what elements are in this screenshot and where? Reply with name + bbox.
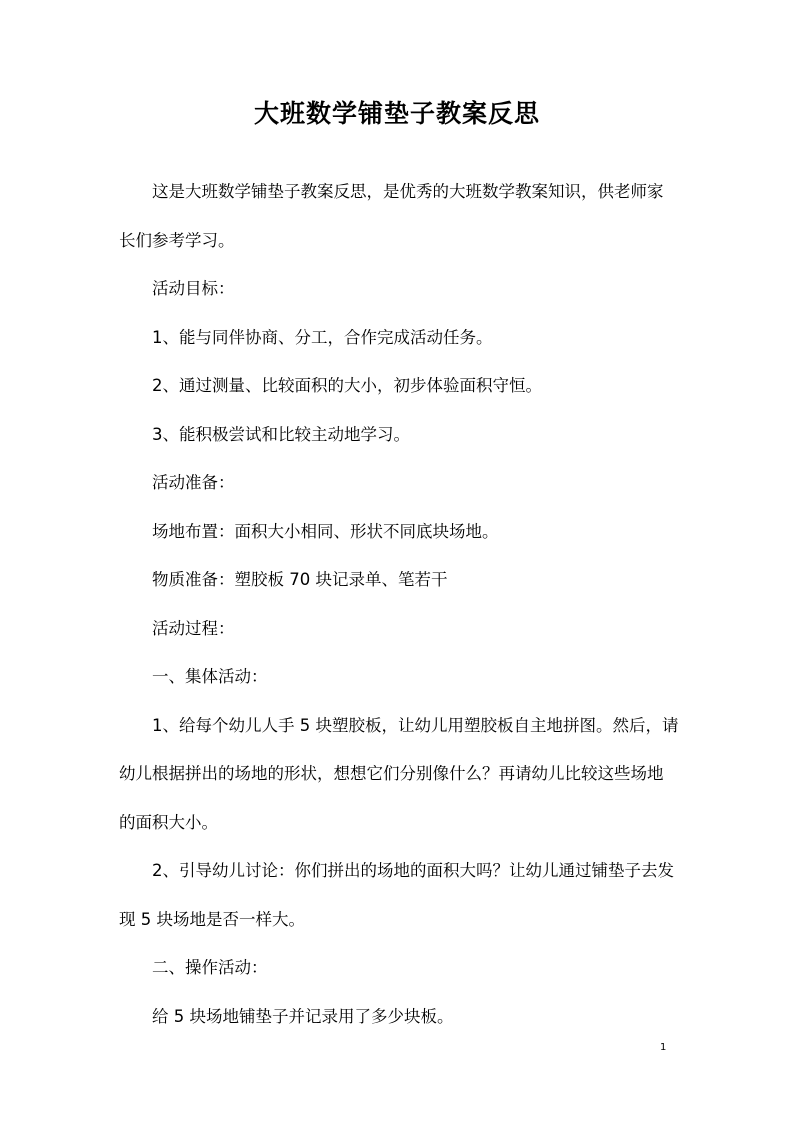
paragraph-step-1: 1、给每个幼儿人手 5 块塑胶板，让幼儿用塑胶板自主地拼图。然后，请幼儿根据拼出的场地的形状，想想它们分别像什么？再请幼儿比较这些场地的面积大小。 — [119, 715, 679, 832]
paragraph-operation-heading: 二、操作活动： — [152, 958, 268, 977]
paragraph-goal-3: 3、能积极尝试和比较主动地学习。 — [152, 424, 410, 444]
paragraph-prep-venue: 场地布置：面积大小相同、形状不同底块场地。 — [152, 521, 499, 541]
page-number: 1 — [660, 1042, 667, 1053]
paragraph-group-activity-heading: 一、集体活动： — [152, 667, 268, 686]
paragraph-goal-1: 1、能与同伴协商、分工，合作完成活动任务。 — [152, 327, 493, 347]
document-body — [119, 168, 679, 1041]
paragraph-goal-2: 2、通过测量、比较面积的大小，初步体验面积守恒。 — [152, 376, 542, 395]
paragraph-prep-heading: 活动准备： — [152, 473, 235, 492]
paragraph-process-heading: 活动过程： — [152, 618, 235, 638]
paragraph-step-2: 2、引导幼儿讨论：你们拼出的场地的面积大吗？让幼儿通过铺垫子去发现 5 块场地是否一样大。 — [119, 861, 674, 929]
document-title: 大班数学铺垫子教案反思 — [253, 99, 540, 128]
paragraph-intro: 这是大班数学铺垫子教案反思，是优秀的大班数学教案知识，供老师家长们参考学习。 — [119, 182, 664, 250]
paragraph-operation-task: 给 5 块场地铺垫子并记录用了多少块板。 — [152, 1006, 454, 1026]
paragraph-goals-heading: 活动目标： — [152, 279, 235, 298]
paragraph-prep-materials: 物质准备：塑胶板 70 块记录单、笔若干 — [152, 570, 448, 589]
